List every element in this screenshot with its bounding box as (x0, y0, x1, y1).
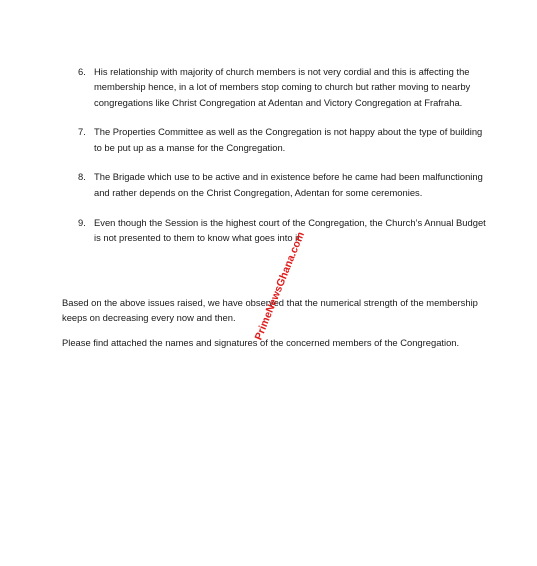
body-paragraph: Please find attached the names and signatures of the concerned members of the Congregation. (62, 337, 460, 348)
list-item-text: His relationship with majority of church members is not very cordial and this is affecting the membership hence, in a lot of members stop coming to church but rather moving to nearby congregations like Christ Congregation at Adentan and Victory Congregation at Frafraha. (94, 66, 471, 108)
list-item (78, 215, 488, 246)
body-paragraph: Based on the above issues raised, we have observed that the numerical strength of the membership keeps on decreasing every now and then. (62, 297, 478, 324)
list-item-number: 6. (78, 66, 86, 77)
list-item-number: 9. (78, 216, 86, 228)
list-item (78, 64, 488, 110)
list-item-text: The Properties Committee as well as the Congregation is not happy about the type of building to be put up as a manse for the Congregation. (94, 126, 483, 153)
list-item (78, 124, 488, 155)
list-item-text: Even though the Session is the highest court of the Congregation, the Church’s Annual Budget is not presented to them to know what goes into it. (94, 216, 486, 243)
list-item (78, 169, 488, 200)
watermark-logo: PrimeNewsGhana.com (252, 230, 308, 342)
list-item-text: The Brigade which use to be active and in existence before he came had been malfunctioning and rather depends on the Christ Congregation, Adentan for some ceremonies. (94, 171, 483, 198)
numbered-list (78, 64, 488, 260)
list-item-number: 7. (78, 126, 86, 138)
list-item-number: 8. (78, 171, 86, 183)
